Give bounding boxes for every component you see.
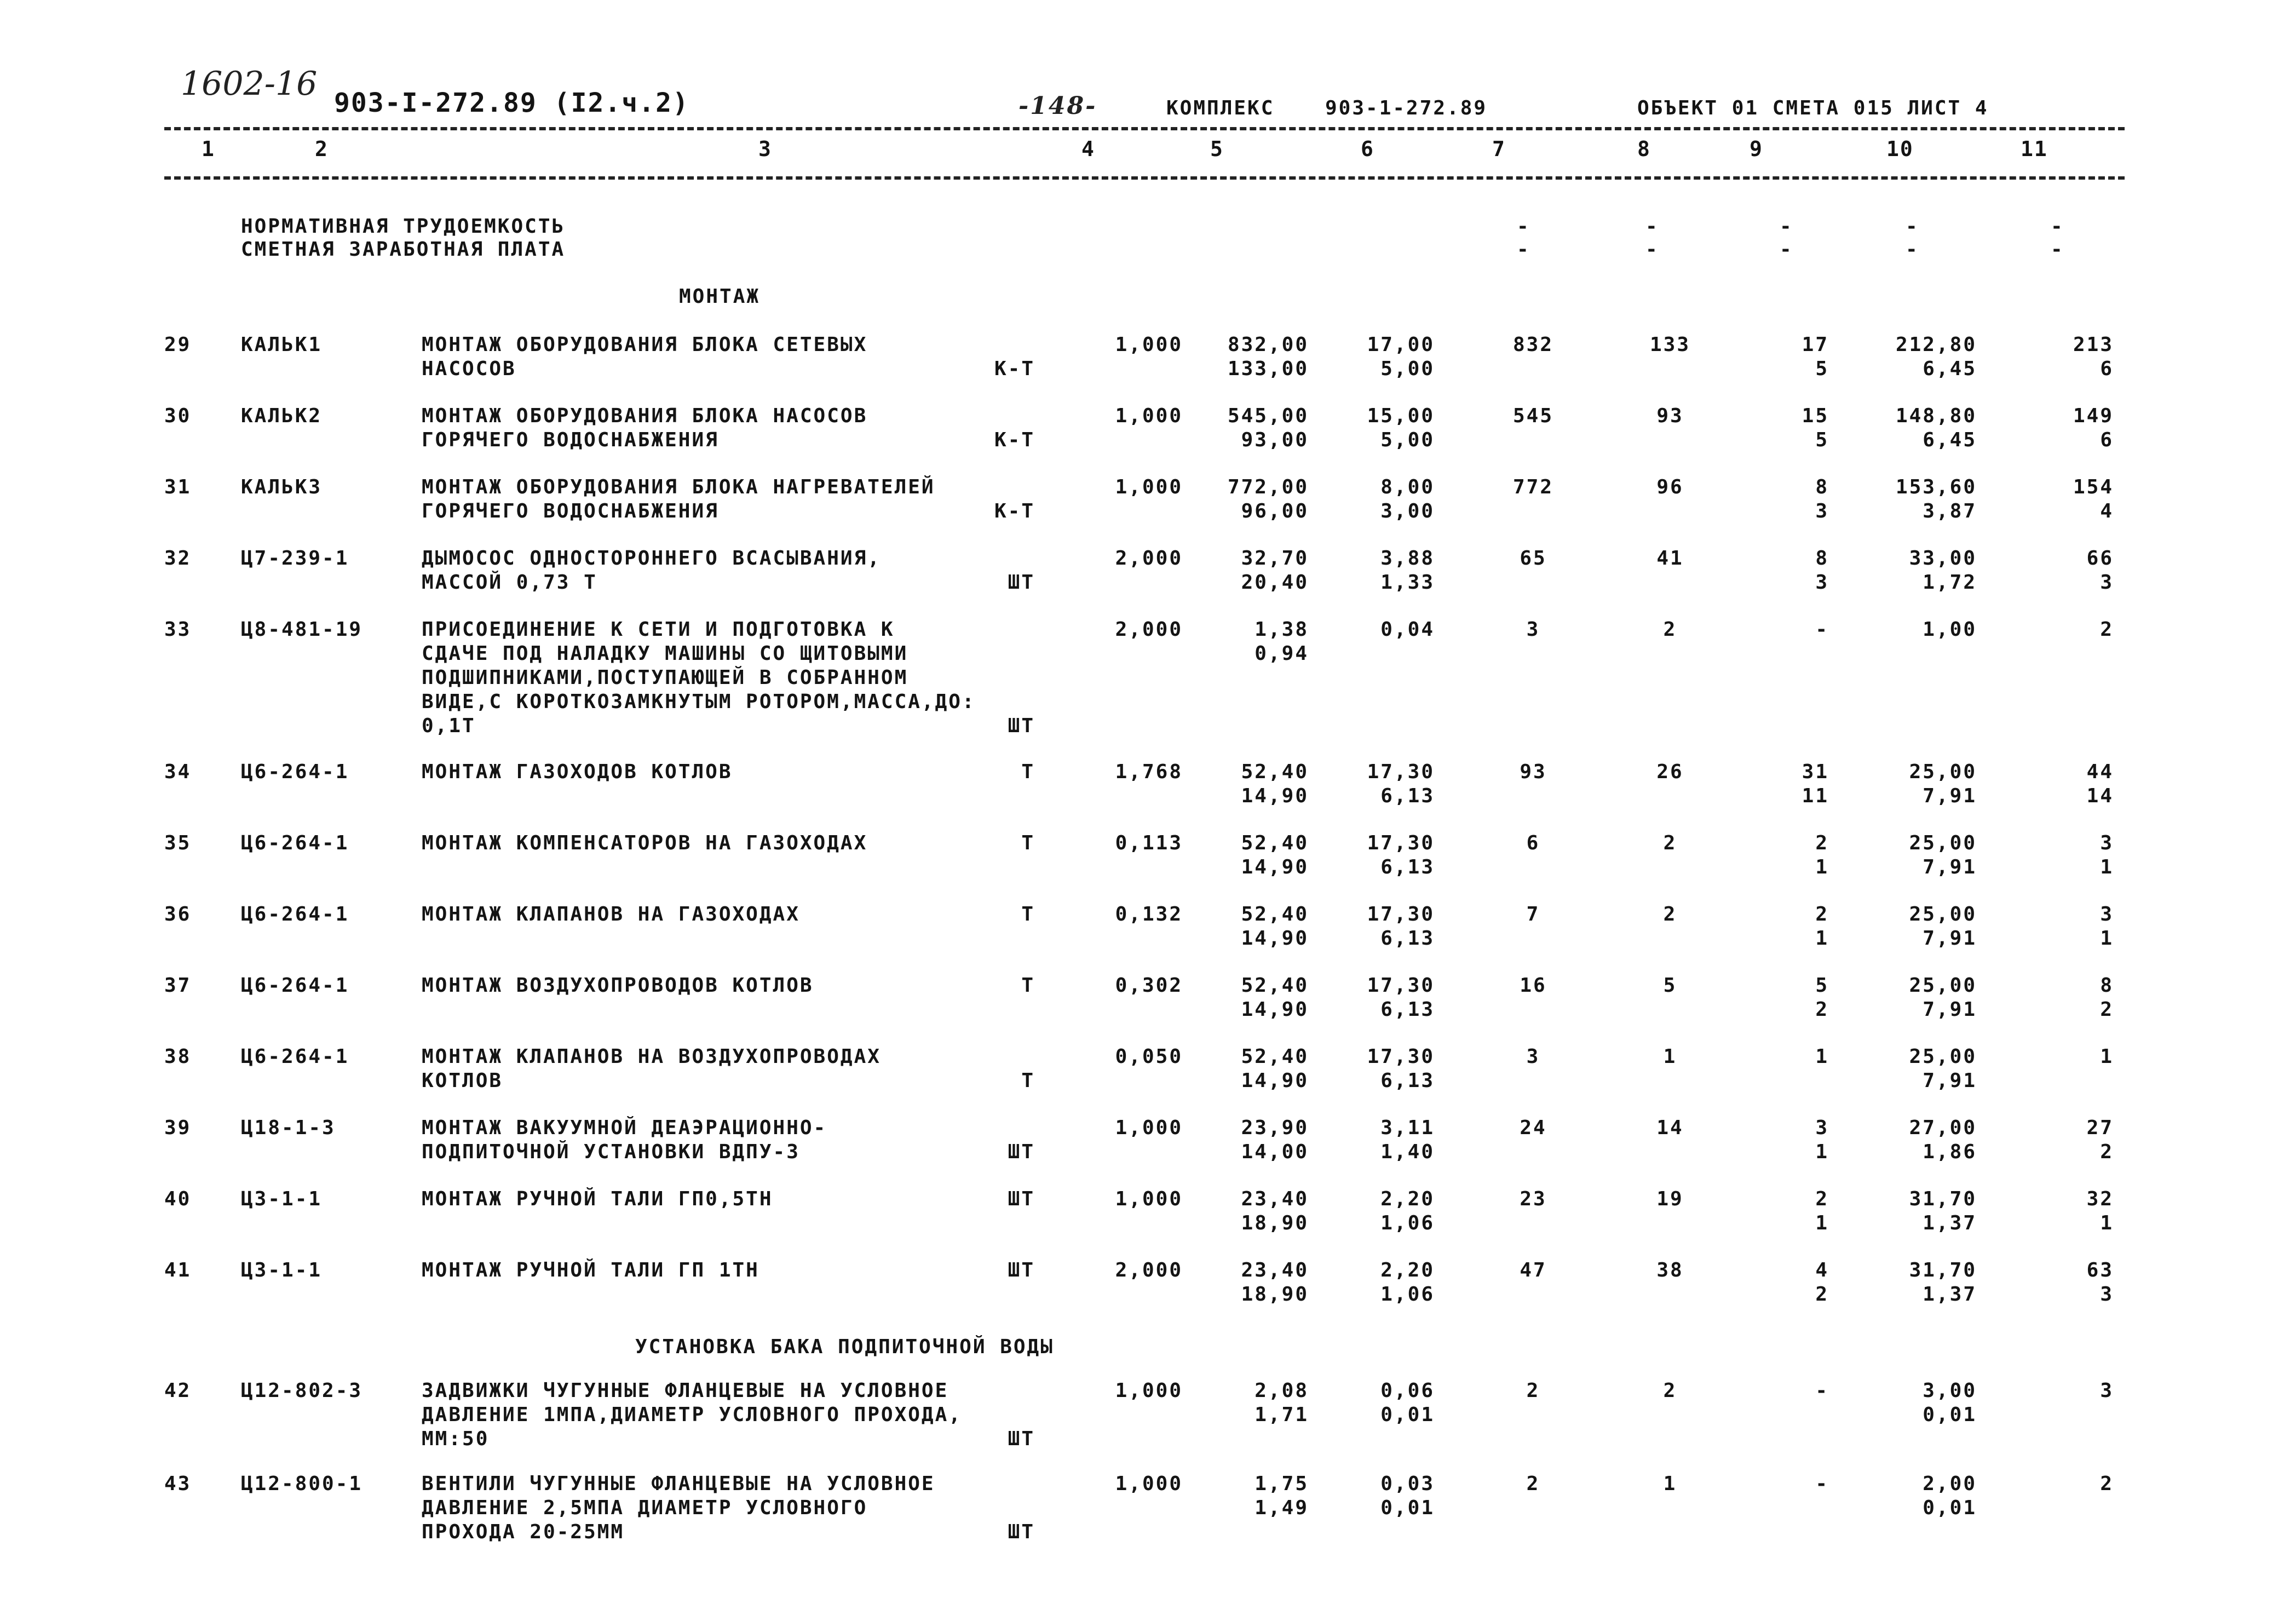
row-description: ДАВЛЕНИЕ 2,5МПА ДИАМЕТР УСЛОВНОГО <box>422 1497 868 1519</box>
row-description: МОНТАЖ ОБОРУДОВАНИЯ БЛОКА НАГРЕВАТЕЛЕЙ <box>422 476 935 498</box>
row-description: ГОРЯЧЕГО ВОДОСНАБЖЕНИЯ <box>422 500 719 522</box>
row-description: МОНТАЖ РУЧНОЙ ТАЛИ ГП 1ТН <box>422 1259 759 1281</box>
row-labor-total: 6 <box>2100 358 2114 380</box>
row-labor: 25,00 <box>1909 903 1977 925</box>
column-number: 8 <box>1637 137 1651 161</box>
row-labor: 7,91 <box>1923 927 1977 950</box>
summary-dash: - <box>1906 238 1919 261</box>
row-labor: 1,37 <box>1923 1283 1977 1306</box>
row-cost-machine: 17,30 <box>1367 903 1435 925</box>
summary-labor: НОРМАТИВНАЯ ТРУДОЕМКОСТЬ <box>241 215 566 238</box>
row-total-wage: 96 <box>1656 476 1684 498</box>
row-cost-unit: 14,00 <box>1241 1141 1309 1163</box>
row-cost-machine: 2,20 <box>1380 1259 1435 1281</box>
row-cost-unit: 1,49 <box>1255 1497 1309 1519</box>
summary-dash: - <box>2051 238 2064 261</box>
row-labor: 212,80 <box>1895 334 1977 356</box>
row-labor-total: 3 <box>2100 571 2114 594</box>
row-total-direct: 772 <box>1512 476 1554 498</box>
row-quantity: 1,768 <box>1115 761 1183 783</box>
row-description: 0,1Т <box>422 715 476 737</box>
row-labor-total: 149 <box>2073 405 2114 427</box>
row-quantity: 1,000 <box>1115 1473 1183 1495</box>
column-number: 9 <box>1750 137 1763 161</box>
row-labor-total: 154 <box>2073 476 2114 498</box>
row-total-wage: 93 <box>1656 405 1684 427</box>
complex-label: КОМПЛЕКС <box>1166 97 1275 119</box>
row-labor: 2,00 <box>1923 1473 1977 1495</box>
row-labor: 6,45 <box>1923 358 1977 380</box>
row-unit: ШТ <box>1008 571 1035 594</box>
row-code: КАЛЬК1 <box>241 334 323 356</box>
row-cost-unit: 1,71 <box>1255 1404 1309 1426</box>
row-description: МОНТАЖ КОМПЕНСАТОРОВ НА ГАЗОХОДАХ <box>422 832 868 854</box>
row-labor-total: 27 <box>2086 1117 2114 1139</box>
row-cost-unit: 52,40 <box>1241 832 1309 854</box>
row-labor: 33,00 <box>1909 547 1977 570</box>
row-code: Ц12-802-3 <box>241 1379 363 1402</box>
row-cost-unit: 772,00 <box>1227 476 1309 498</box>
summary-dash: - <box>1645 215 1659 238</box>
row-labor: 3,87 <box>1923 500 1977 522</box>
row-quantity: 1,000 <box>1115 405 1183 427</box>
row-description: МОНТАЖ РУЧНОЙ ТАЛИ ГП0,5ТН <box>422 1188 773 1210</box>
row-cost-unit: 96,00 <box>1241 500 1309 522</box>
row-cost-machine: 17,30 <box>1367 974 1435 997</box>
row-labor: 1,00 <box>1923 618 1977 641</box>
row-cost-unit: 23,40 <box>1241 1259 1309 1281</box>
row-labor: 25,00 <box>1909 1045 1977 1068</box>
row-total-machine: 2 <box>1815 1283 1829 1306</box>
row-total-wage: 133 <box>1649 334 1691 356</box>
row-total-machine: 3 <box>1815 1117 1829 1139</box>
row-total-machine: 15 <box>1802 405 1829 427</box>
row-total-machine: 2 <box>1815 998 1829 1021</box>
row-code: КАЛЬК2 <box>241 405 323 427</box>
row-description: СДАЧЕ ПОД НАЛАДКУ МАШИНЫ СО ЩИТОВЫМИ <box>422 642 908 665</box>
row-labor-total: 3 <box>2100 1379 2114 1402</box>
row-quantity: 0,132 <box>1115 903 1183 925</box>
row-cost-unit: 133,00 <box>1227 358 1309 380</box>
row-cost-machine: 1,06 <box>1380 1212 1435 1234</box>
row-labor: 6,45 <box>1923 429 1977 451</box>
row-code: Ц6-264-1 <box>241 903 349 925</box>
row-description: МОНТАЖ ГАЗОХОДОВ КОТЛОВ <box>422 761 733 783</box>
row-number: 33 <box>164 618 192 641</box>
row-labor: 7,91 <box>1923 856 1977 878</box>
row-total-direct: 93 <box>1520 761 1547 783</box>
row-labor-total: 4 <box>2100 500 2114 522</box>
row-quantity: 2,000 <box>1115 618 1183 641</box>
row-quantity: 0,302 <box>1115 974 1183 997</box>
row-unit: Т <box>1021 903 1035 925</box>
row-cost-machine: 1,33 <box>1380 571 1435 594</box>
row-total-machine: 1 <box>1815 927 1829 950</box>
handwritten-number: 1602-16 <box>181 65 318 103</box>
row-total-wage: 38 <box>1656 1259 1684 1281</box>
row-description: ЗАДВИЖКИ ЧУГУННЫЕ ФЛАНЦЕВЫЕ НА УСЛОВНОЕ <box>422 1379 949 1402</box>
row-labor-total: 63 <box>2086 1259 2114 1281</box>
row-labor: 153,60 <box>1895 476 1977 498</box>
row-number: 41 <box>164 1259 192 1281</box>
summary-dash: - <box>1780 238 1793 261</box>
row-cost-machine: 5,00 <box>1380 358 1435 380</box>
row-unit: ШТ <box>1008 1259 1035 1281</box>
row-description: ПОДПИТОЧНОЙ УСТАНОВКИ ВДПУ-3 <box>422 1141 800 1163</box>
row-unit: ШТ <box>1008 1428 1035 1450</box>
row-labor: 25,00 <box>1909 974 1977 997</box>
row-total-machine: - <box>1815 1473 1829 1495</box>
row-cost-machine: 0,01 <box>1380 1404 1435 1426</box>
row-code: Ц7-239-1 <box>241 547 349 570</box>
row-labor-total: 1 <box>2100 856 2114 878</box>
column-number: 11 <box>2021 137 2048 161</box>
row-cost-unit: 2,08 <box>1255 1379 1309 1402</box>
row-total-direct: 545 <box>1512 405 1554 427</box>
column-number: 4 <box>1081 137 1095 161</box>
row-unit: К-Т <box>994 429 1035 451</box>
row-total-machine: 1 <box>1815 1141 1829 1163</box>
row-cost-unit: 14,90 <box>1241 927 1309 950</box>
row-cost-machine: 17,30 <box>1367 832 1435 854</box>
row-total-machine: 1 <box>1815 1212 1829 1234</box>
row-total-machine: 3 <box>1815 571 1829 594</box>
row-total-wage: 2 <box>1663 903 1677 925</box>
row-cost-machine: 0,01 <box>1380 1497 1435 1519</box>
summary-dash: - <box>1780 215 1793 238</box>
row-code: Ц12-800-1 <box>241 1473 363 1495</box>
row-total-machine: 5 <box>1815 974 1829 997</box>
row-description: КОТЛОВ <box>422 1070 503 1092</box>
row-cost-unit: 23,90 <box>1241 1117 1309 1139</box>
row-cost-machine: 3,88 <box>1380 547 1435 570</box>
row-labor: 1,37 <box>1923 1212 1977 1234</box>
row-unit: ШТ <box>1008 715 1035 737</box>
row-cost-unit: 14,90 <box>1241 785 1309 807</box>
row-labor: 7,91 <box>1923 998 1977 1021</box>
row-labor: 3,00 <box>1923 1379 1977 1402</box>
row-cost-unit: 23,40 <box>1241 1188 1309 1210</box>
row-cost-unit: 93,00 <box>1241 429 1309 451</box>
row-total-direct: 23 <box>1520 1188 1547 1210</box>
row-labor-total: 6 <box>2100 429 2114 451</box>
row-description: МОНТАЖ ВОЗДУХОПРОВОДОВ КОТЛОВ <box>422 974 814 997</box>
row-number: 37 <box>164 974 192 997</box>
row-total-machine: 5 <box>1815 429 1829 451</box>
row-number: 38 <box>164 1045 192 1068</box>
row-cost-machine: 6,13 <box>1380 998 1435 1021</box>
row-cost-machine: 6,13 <box>1380 785 1435 807</box>
row-total-direct: 3 <box>1526 1045 1540 1068</box>
row-number: 39 <box>164 1117 192 1139</box>
row-labor: 25,00 <box>1909 832 1977 854</box>
row-code: Ц3-1-1 <box>241 1259 323 1281</box>
row-total-wage: 5 <box>1663 974 1677 997</box>
row-quantity: 0,050 <box>1115 1045 1183 1068</box>
row-unit: Т <box>1021 832 1035 854</box>
row-labor-total: 1 <box>2100 1045 2114 1068</box>
row-description: МОНТАЖ ОБОРУДОВАНИЯ БЛОКА СЕТЕВЫХ <box>422 334 868 356</box>
section-heading-montazh: МОНТАЖ <box>679 285 761 308</box>
row-description: МОНТАЖ КЛАПАНОВ НА ГАЗОХОДАХ <box>422 903 800 925</box>
row-total-machine: 2 <box>1815 832 1829 854</box>
row-cost-machine: 17,00 <box>1367 334 1435 356</box>
row-labor: 31,70 <box>1909 1188 1977 1210</box>
row-labor-total: 213 <box>2073 334 2114 356</box>
row-unit: Т <box>1021 761 1035 783</box>
row-total-direct: 7 <box>1526 903 1540 925</box>
row-total-direct: 65 <box>1520 547 1547 570</box>
row-total-direct: 3 <box>1526 618 1540 641</box>
summary-dash: - <box>1517 215 1530 238</box>
row-labor: 27,00 <box>1909 1117 1977 1139</box>
summary-dash: - <box>1906 215 1919 238</box>
row-labor: 31,70 <box>1909 1259 1977 1281</box>
row-total-direct: 2 <box>1526 1473 1540 1495</box>
row-total-direct: 24 <box>1520 1117 1547 1139</box>
row-unit: ШТ <box>1008 1141 1035 1163</box>
row-cost-machine: 1,40 <box>1380 1141 1435 1163</box>
row-cost-machine: 6,13 <box>1380 1070 1435 1092</box>
row-cost-unit: 18,90 <box>1241 1283 1309 1306</box>
row-cost-machine: 3,11 <box>1380 1117 1435 1139</box>
row-unit: ШТ <box>1008 1188 1035 1210</box>
row-cost-unit: 545,00 <box>1227 405 1309 427</box>
row-code: Ц6-264-1 <box>241 832 349 854</box>
row-total-direct: 6 <box>1526 832 1540 854</box>
row-labor: 0,01 <box>1923 1404 1977 1426</box>
row-cost-machine: 3,00 <box>1380 500 1435 522</box>
row-total-wage: 1 <box>1663 1045 1677 1068</box>
row-total-wage: 2 <box>1663 832 1677 854</box>
row-cost-machine: 0,03 <box>1380 1473 1435 1495</box>
object-sheet: ОБЪЕКТ 01 СМЕТА 015 ЛИСТ 4 <box>1637 97 1989 119</box>
row-description: ДАВЛЕНИЕ 1МПА,ДИАМЕТР УСЛОВНОГО ПРОХОДА, <box>422 1404 962 1426</box>
column-number: 5 <box>1210 137 1224 161</box>
row-labor-total: 2 <box>2100 1141 2114 1163</box>
row-cost-unit: 832,00 <box>1227 334 1309 356</box>
row-cost-machine: 8,00 <box>1380 476 1435 498</box>
summary-dash: - <box>1645 238 1659 261</box>
row-unit: ШТ <box>1008 1521 1035 1543</box>
row-labor: 7,91 <box>1923 785 1977 807</box>
row-labor: 7,91 <box>1923 1070 1977 1092</box>
row-quantity: 1,000 <box>1115 1188 1183 1210</box>
row-cost-machine: 17,30 <box>1367 761 1435 783</box>
row-number: 31 <box>164 476 192 498</box>
row-description: НАСОСОВ <box>422 358 516 380</box>
row-cost-unit: 14,90 <box>1241 1070 1309 1092</box>
row-quantity: 2,000 <box>1115 1259 1183 1281</box>
row-total-machine: 1 <box>1815 856 1829 878</box>
row-unit: Т <box>1021 974 1035 997</box>
row-labor: 0,01 <box>1923 1497 1977 1519</box>
row-labor-total: 14 <box>2086 785 2114 807</box>
row-cost-unit: 20,40 <box>1241 571 1309 594</box>
row-cost-unit: 14,90 <box>1241 998 1309 1021</box>
row-total-machine: 2 <box>1815 1188 1829 1210</box>
row-cost-unit: 52,40 <box>1241 974 1309 997</box>
row-cost-unit: 52,40 <box>1241 1045 1309 1068</box>
row-quantity: 1,000 <box>1115 476 1183 498</box>
row-total-machine: 1 <box>1815 1045 1829 1068</box>
row-cost-unit: 52,40 <box>1241 903 1309 925</box>
row-labor-total: 3 <box>2100 1283 2114 1306</box>
column-number: 7 <box>1492 137 1506 161</box>
column-number: 10 <box>1886 137 1914 161</box>
row-cost-machine: 5,00 <box>1380 429 1435 451</box>
row-total-machine: 8 <box>1815 476 1829 498</box>
row-cost-unit: 52,40 <box>1241 761 1309 783</box>
row-unit: Т <box>1021 1070 1035 1092</box>
row-cost-machine: 15,00 <box>1367 405 1435 427</box>
row-quantity: 0,113 <box>1115 832 1183 854</box>
row-code: Ц6-264-1 <box>241 1045 349 1068</box>
row-quantity: 1,000 <box>1115 1379 1183 1402</box>
section-heading-bak: УСТАНОВКА БАКА ПОДПИТОЧНОЙ ВОДЫ <box>635 1336 1054 1358</box>
row-quantity: 1,000 <box>1115 1117 1183 1139</box>
row-total-direct: 832 <box>1512 334 1554 356</box>
row-code: Ц3-1-1 <box>241 1188 323 1210</box>
row-labor-total: 44 <box>2086 761 2114 783</box>
row-total-machine: 8 <box>1815 547 1829 570</box>
row-labor-total: 66 <box>2086 547 2114 570</box>
document-code: 903-I-272.89 (I2.ч.2) <box>334 88 689 118</box>
row-description: ПОДШИПНИКАМИ,ПОСТУПАЮЩЕЙ В СОБРАННОМ <box>422 666 908 689</box>
row-labor: 25,00 <box>1909 761 1977 783</box>
row-number: 34 <box>164 761 192 783</box>
row-cost-unit: 1,75 <box>1255 1473 1309 1495</box>
row-total-machine: 31 <box>1802 761 1829 783</box>
row-code: КАЛЬК3 <box>241 476 323 498</box>
row-total-machine: - <box>1815 1379 1829 1402</box>
row-cost-unit: 18,90 <box>1241 1212 1309 1234</box>
page-number: -148- <box>1018 92 1097 120</box>
row-number: 35 <box>164 832 192 854</box>
row-number: 36 <box>164 903 192 925</box>
row-total-wage: 2 <box>1663 618 1677 641</box>
column-number: 1 <box>202 137 215 161</box>
row-labor-total: 1 <box>2100 1212 2114 1234</box>
row-total-wage: 41 <box>1656 547 1684 570</box>
row-cost-machine: 1,06 <box>1380 1283 1435 1306</box>
row-description: ММ:50 <box>422 1428 490 1450</box>
row-description: ВЕНТИЛИ ЧУГУННЫЕ ФЛАНЦЕВЫЕ НА УСЛОВНОЕ <box>422 1473 935 1495</box>
row-labor: 1,72 <box>1923 571 1977 594</box>
row-number: 29 <box>164 334 192 356</box>
row-labor-total: 1 <box>2100 927 2114 950</box>
row-labor-total: 2 <box>2100 1473 2114 1495</box>
row-labor-total: 32 <box>2086 1188 2114 1210</box>
column-number: 6 <box>1361 137 1374 161</box>
row-quantity: 2,000 <box>1115 547 1183 570</box>
row-description: ГОРЯЧЕГО ВОДОСНАБЖЕНИЯ <box>422 429 719 451</box>
row-number: 32 <box>164 547 192 570</box>
row-total-machine: 2 <box>1815 903 1829 925</box>
row-labor-total: 2 <box>2100 618 2114 641</box>
column-number: 2 <box>315 137 329 161</box>
row-labor-total: 3 <box>2100 903 2114 925</box>
row-cost-machine: 2,20 <box>1380 1188 1435 1210</box>
row-number: 42 <box>164 1379 192 1402</box>
column-number: 3 <box>758 137 772 161</box>
complex-number: 903-1-272.89 <box>1325 97 1488 119</box>
row-cost-machine: 6,13 <box>1380 927 1435 950</box>
row-total-direct: 16 <box>1520 974 1547 997</box>
row-total-direct: 47 <box>1520 1259 1547 1281</box>
header-rule-top <box>164 127 2125 130</box>
row-code: Ц8-481-19 <box>241 618 363 641</box>
row-total-machine: 4 <box>1815 1259 1829 1281</box>
row-description: ПРОХОДА 20-25ММ <box>422 1521 625 1543</box>
row-cost-machine: 0,06 <box>1380 1379 1435 1402</box>
row-total-machine: 17 <box>1802 334 1829 356</box>
row-total-machine: - <box>1815 618 1829 641</box>
row-total-wage: 2 <box>1663 1379 1677 1402</box>
row-total-wage: 26 <box>1656 761 1684 783</box>
row-description: ДЫМОСОС ОДНОСТОРОННЕГО ВСАСЫВАНИЯ, <box>422 547 881 570</box>
row-code: Ц6-264-1 <box>241 761 349 783</box>
row-labor-total: 2 <box>2100 998 2114 1021</box>
row-code: Ц18-1-3 <box>241 1117 336 1139</box>
row-labor-total: 8 <box>2100 974 2114 997</box>
row-number: 40 <box>164 1188 192 1210</box>
row-total-machine: 5 <box>1815 358 1829 380</box>
summary-dash: - <box>1517 238 1530 261</box>
row-number: 30 <box>164 405 192 427</box>
header-rule-bottom <box>164 176 2125 180</box>
row-description: ВИДЕ,С КОРОТКОЗАМКНУТЫМ РОТОРОМ,МАССА,ДО: <box>422 691 976 713</box>
summary-dash: - <box>2051 215 2064 238</box>
row-cost-machine: 6,13 <box>1380 856 1435 878</box>
row-labor-total: 3 <box>2100 832 2114 854</box>
row-description: МАССОЙ 0,73 Т <box>422 571 597 594</box>
row-cost-unit: 1,38 <box>1255 618 1309 641</box>
row-description: МОНТАЖ ВАКУУМНОЙ ДЕАЭРАЦИОННО- <box>422 1117 827 1139</box>
summary-wage: СМЕТНАЯ ЗАРАБОТНАЯ ПЛАТА <box>241 238 566 261</box>
row-labor: 148,80 <box>1895 405 1977 427</box>
row-description: МОНТАЖ ОБОРУДОВАНИЯ БЛОКА НАСОСОВ <box>422 405 868 427</box>
row-cost-machine: 17,30 <box>1367 1045 1435 1068</box>
row-number: 43 <box>164 1473 192 1495</box>
row-unit: К-Т <box>994 500 1035 522</box>
row-total-wage: 19 <box>1656 1188 1684 1210</box>
row-cost-unit: 0,94 <box>1255 642 1309 665</box>
row-labor: 1,86 <box>1923 1141 1977 1163</box>
row-cost-unit: 14,90 <box>1241 856 1309 878</box>
row-unit: К-Т <box>994 358 1035 380</box>
row-cost-unit: 32,70 <box>1241 547 1309 570</box>
row-description: ПРИСОЕДИНЕНИЕ К СЕТИ И ПОДГОТОВКА К <box>422 618 895 641</box>
row-total-machine: 11 <box>1802 785 1829 807</box>
row-quantity: 1,000 <box>1115 334 1183 356</box>
row-total-wage: 1 <box>1663 1473 1677 1495</box>
row-total-wage: 14 <box>1656 1117 1684 1139</box>
row-description: МОНТАЖ КЛАПАНОВ НА ВОЗДУХОПРОВОДАХ <box>422 1045 881 1068</box>
row-code: Ц6-264-1 <box>241 974 349 997</box>
row-total-machine: 3 <box>1815 500 1829 522</box>
row-total-direct: 2 <box>1526 1379 1540 1402</box>
row-cost-machine: 0,04 <box>1380 618 1435 641</box>
